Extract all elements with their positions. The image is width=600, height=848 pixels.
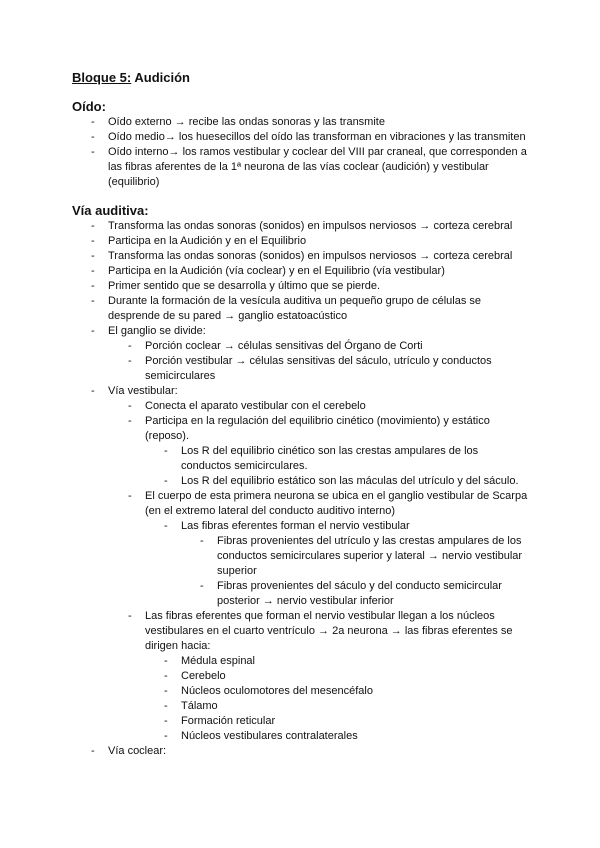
list-item-text: - El ganglio se divide: (108, 325, 206, 337)
list-item (108, 744, 528, 759)
bullet-list-level-2 (108, 339, 528, 384)
list-item (108, 264, 528, 279)
list-item-text: - Los R del equilibrio estático son las máculas del utrículo y del sáculo. (181, 475, 519, 487)
list-item-text: - Porción vestibular → células sensitivas del sáculo, utrículo y conductos semicirculares (145, 355, 492, 382)
list-item (181, 474, 528, 489)
list-item-text: - Porción coclear → células sensitivas del Órgano de Corti (145, 340, 423, 352)
list-item-text: - Participa en la regulación del equilibrio cinético (movimiento) y estático (reposo). (145, 415, 490, 442)
list-item (108, 130, 528, 145)
list-item (108, 384, 528, 744)
sections (72, 99, 528, 759)
list-item (145, 339, 528, 354)
list-item-text: - Transforma las ondas sonoras (sonidos) en impulsos nerviosos → corteza cerebral (108, 250, 513, 262)
list-item-text: - Participa en la Audición y en el Equilibrio (108, 235, 307, 247)
list-item-text: - Las fibras eferentes forman el nervio vestibular (181, 520, 410, 532)
list-item-text: - Transforma las ondas sonoras (sonidos) en impulsos nerviosos → corteza cerebral (108, 220, 513, 232)
list-item-text: - Vía coclear: (108, 745, 167, 757)
list-item (181, 699, 528, 714)
bullet-list-level-3 (145, 444, 528, 489)
list-item (181, 444, 528, 474)
list-item-text: - Participa en la Audición (vía coclear) y en el Equilibrio (vía vestibular) (108, 265, 445, 277)
list-item (181, 519, 528, 609)
list-item (217, 579, 528, 609)
list-item (108, 115, 528, 130)
bullet-list-level-4 (181, 534, 528, 609)
list-item (145, 354, 528, 384)
list-item-text: - Las fibras eferentes que forman el nervio vestibular llegan a los núcleos vestibulares en el cuarto ventrículo → 2a neurona → las fibras eferentes se dirigen hacia: (145, 610, 513, 652)
list-item (108, 249, 528, 264)
list-item (145, 414, 528, 489)
list-item (108, 234, 528, 249)
section-heading: Oído: (72, 99, 106, 114)
list-item-text: - Vía vestibular: (108, 385, 178, 397)
list-item-text: - Oído interno→ los ramos vestibular y coclear del VIII par craneal, que corresponden a las fibras aferentes de la 1ª neurona de las vías coclear (audición) y vestibular (equilibrio) (108, 146, 527, 188)
bullet-list-level-1 (72, 115, 528, 190)
list-item (145, 399, 528, 414)
bullet-list-level-3 (145, 654, 528, 744)
section-heading: Vía auditiva: (72, 203, 149, 218)
list-item (181, 669, 528, 684)
list-item (145, 609, 528, 744)
list-item (181, 654, 528, 669)
list-item-text: - Conecta el aparato vestibular con el cerebelo (145, 400, 366, 412)
list-item (108, 324, 528, 384)
list-item-text: - El cuerpo de esta primera neurona se ubica en el ganglio vestibular de Scarpa (en el extremo lateral del conducto auditivo interno) (145, 490, 528, 517)
list-item-text: - Tálamo (181, 700, 218, 712)
list-item (108, 279, 528, 294)
list-item-text: - Cerebelo (181, 670, 226, 682)
list-item-text: - Formación reticular (181, 715, 276, 727)
list-item-text: - Fibras provenientes del sáculo y del conducto semicircular posterior → nervio vestibular inferior (217, 580, 502, 607)
section (72, 99, 528, 190)
list-item-text: - Fibras provenientes del utrículo y las crestas ampulares de los conductos semicirculares superior y lateral → nervio vestibular superior (217, 535, 523, 577)
bullet-list-level-1 (72, 219, 528, 759)
list-item-text: - Médula espinal (181, 655, 255, 667)
list-item (108, 145, 528, 190)
list-item (108, 219, 528, 234)
list-item (108, 294, 528, 324)
bullet-list-level-3 (145, 519, 528, 609)
list-item (181, 684, 528, 699)
list-item-text: - Oído medio→ los huesecillos del oído las transforman en vibraciones y las transmiten (108, 131, 526, 143)
list-item-text: - Durante la formación de la vesícula auditiva un pequeño grupo de células se desprende de su pared → ganglio estatoacústico (108, 295, 482, 322)
document-page (72, 70, 528, 772)
title-text: Audición (131, 70, 190, 85)
list-item (217, 534, 528, 579)
list-item-text: - Núcleos vestibulares contralaterales (181, 730, 358, 742)
list-item-text: - Oído externo → recibe las ondas sonoras y las transmite (108, 116, 385, 128)
list-item (181, 729, 528, 744)
list-item (181, 714, 528, 729)
list-item-text: - Los R del equilibrio cinético son las crestas ampulares de los conductos semicirculares. (181, 445, 479, 472)
list-item-text: - Primer sentido que se desarrolla y último que se pierde. (108, 280, 381, 292)
bullet-list-level-2 (108, 399, 528, 744)
list-item-text: - Núcleos oculomotores del mesencéfalo (181, 685, 373, 697)
document-title (72, 70, 528, 86)
list-item (145, 489, 528, 609)
section (72, 203, 528, 759)
title-prefix: Bloque 5: (72, 70, 132, 85)
